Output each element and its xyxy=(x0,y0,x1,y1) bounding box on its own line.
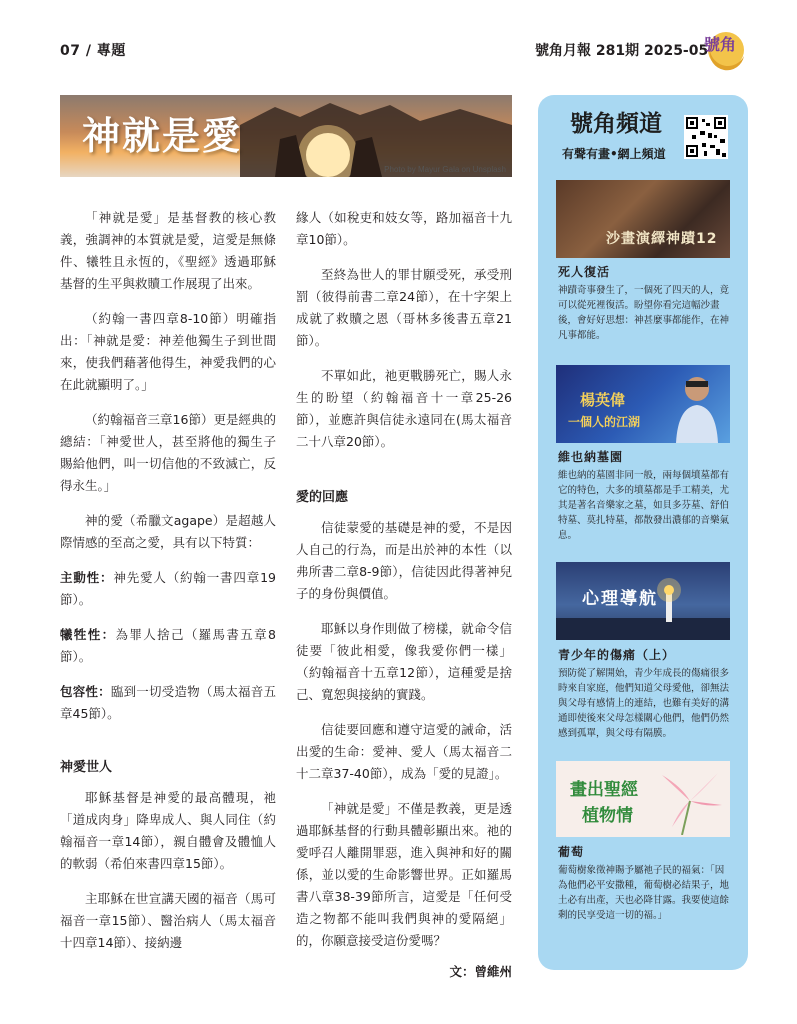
byline: 文：曾維州 xyxy=(449,964,512,979)
item-description: 葡萄樹象徵神賜予屬祂子民的福氣：「因為他們必平安撒種，葡萄樹必結果子，地土必有出產，天也必降甘露。我要使這餘剩的民享受這一切的福。」 xyxy=(558,865,730,921)
person-photo xyxy=(672,371,722,443)
paragraph: 神的愛（希臘文agape）是超越人際情感的至高之愛，具有以下特質： xyxy=(60,513,276,550)
video-thumbnail-sand-art[interactable] xyxy=(556,180,730,258)
item-heading[interactable]: 青少年的傷痛（上） xyxy=(558,648,676,662)
sidebar-subtitle: 有聲有畫•網上頻道 xyxy=(562,147,666,161)
trait-item xyxy=(60,624,276,668)
article-title: 神就是愛 xyxy=(82,114,243,158)
photo-credit: Photo by Mayur Gala on Unsplash xyxy=(384,165,506,174)
paragraph: （約翰福音三章16節）更是經典的總結：「神愛世人，甚至將他的獨生子賜給他們，叫一切信他的不致滅亡，反得永生。」 xyxy=(60,412,276,493)
video-thumbnail-yang[interactable] xyxy=(556,365,730,443)
video-thumbnail-lighthouse[interactable] xyxy=(556,562,730,640)
section-heading: 愛的回應 xyxy=(296,490,349,505)
section-heading: 神愛世人 xyxy=(60,760,113,775)
trait-text: 神先愛人（約翰一書四章19節）。 xyxy=(60,570,276,607)
thumbnail-caption-line1: 楊英偉 xyxy=(580,391,626,409)
article-banner xyxy=(60,95,512,177)
sidebar-title: 號角頻道 xyxy=(570,111,662,137)
issue-info: 號角月報 281期 2025-05 xyxy=(535,43,709,59)
paragraph: 至終為世人的罪甘願受死，承受刑罰（彼得前書二章24節），在十字架上成就了救贖之恩（哥林多後書五章21節）。 xyxy=(296,267,512,348)
channel-sidebar xyxy=(538,95,748,970)
article-column-1 xyxy=(60,207,276,967)
item-description: 神蹟奇事發生了，一個死了四天的人，竟可以從死裡復活。盼望你看完這幅沙畫後，會好好思想：神甚麼事都能作，在神凡事都能。 xyxy=(558,285,730,341)
lily-flower-image xyxy=(652,765,728,835)
trait-item xyxy=(60,567,276,611)
item-heading[interactable]: 葡萄 xyxy=(558,845,585,859)
video-thumbnail-bible-plants[interactable] xyxy=(556,761,730,837)
thumbnail-caption-line1: 畫出聖經 xyxy=(570,780,638,800)
paragraph: 信徒要回應和遵守這愛的誡命，活出愛的生命：愛神、愛人（馬太福音二十二章37-40節），成為「愛的見證」。 xyxy=(296,722,512,781)
trait-text: 為罪人捨己（羅馬書五章8節）。 xyxy=(60,627,276,664)
paragraph: 信徒蒙愛的基礎是神的愛，不是因人自己的行為，而是出於神的本性（以弗所書二章8-9節），信徒因此得著神兒子的身份與價值。 xyxy=(296,520,512,601)
paragraph: 緣人（如稅吏和妓女等，路加福音十九章10節）。 xyxy=(296,210,512,247)
paragraph: 「神就是愛」不僅是教義，更是透過耶穌基督的行動具體彰顯出來。祂的愛呼召人離開罪惡，進入與神和好的關係，並以愛的生命影響世界。正如羅馬書八章38-39節所言，這愛是「任何受造之物都不能叫我們與神的愛隔絕」的，你願意接受這份愛嗎？ xyxy=(296,801,512,948)
paragraph: 不單如此，祂更戰勝死亡，賜人永生的盼望（約翰福音十一章25-26節），並應許與信徒永遠同在(馬太福音二十八章20節）。 xyxy=(296,368,512,449)
thumbnail-caption-line2: 植物情 xyxy=(582,806,633,826)
paragraph: 主耶穌在世宣講天國的福音（馬可福音一章15節）、醫治病人（馬太福音十四章14節）、接納邊 xyxy=(60,891,276,950)
page-section-label: 07 / 專題 xyxy=(60,43,126,59)
qr-code-icon[interactable] xyxy=(684,115,728,159)
trait-label: 包容性： xyxy=(60,684,111,699)
item-description: 維也納的墓園非同一般，兩每個墳墓都有它的特色，大多的墳墓都是手工精美，尤其是著名音樂家之墓，如貝多芬墓、舒伯特墓、莫扎特墓，都散發出濃郁的音樂氣息。 xyxy=(558,470,730,541)
paragraph: 耶穌以身作則做了榜樣，就命令信徒要「彼此相愛，像我愛你們一樣」（約翰福音十五章12節），這種愛是捨己、寬恕與接納的實踐。 xyxy=(296,621,512,702)
thumbnail-caption: 沙畫演繹神蹟12 xyxy=(606,231,718,247)
article-column-2 xyxy=(296,207,512,983)
item-description: 預防從了解開始，青少年成長的傷痛很多時來自家庭，他們知道父母愛他，卻無法與父母有感情上的連結，也難有美好的溝通即使後來父母怎樣關心他們，他們仍然感到孤單，與父母有隔膜。 xyxy=(558,668,730,739)
paragraph: （約翰一書四章8-10節）明確指出：「神就是愛：神差他獨生子到世間來，使我們藉著他得生，神愛我們的心在此就顯明了。」 xyxy=(60,311,276,392)
trait-label: 犧牲性： xyxy=(60,627,116,642)
item-heading[interactable]: 維也納墓園 xyxy=(558,450,624,464)
item-heading[interactable]: 死人復活 xyxy=(558,265,611,279)
publication-logo xyxy=(700,20,752,72)
thumbnail-caption-line2: 一個人的江湖 xyxy=(568,415,641,429)
paragraph: 「神就是愛」是基督教的核心教義，強調神的本質就是愛，這愛是無條件、犧牲且永恆的，《聖經》透過耶穌基督的生平與救贖工作展現了出來。 xyxy=(60,210,276,291)
trait-label: 主動性： xyxy=(60,570,114,585)
thumbnail-caption: 心理導航 xyxy=(582,589,658,609)
trait-item xyxy=(60,681,276,725)
logo-text: 號角 xyxy=(704,35,737,54)
trait-text: 臨到一切受造物（馬太福音五章45節）。 xyxy=(60,684,276,721)
paragraph: 耶穌基督是神愛的最高體現，祂「道成肉身」降卑成人、與人同住（約翰福音一章14節），親自體會及體恤人的軟弱（希伯來書四章15節）。 xyxy=(60,790,276,871)
